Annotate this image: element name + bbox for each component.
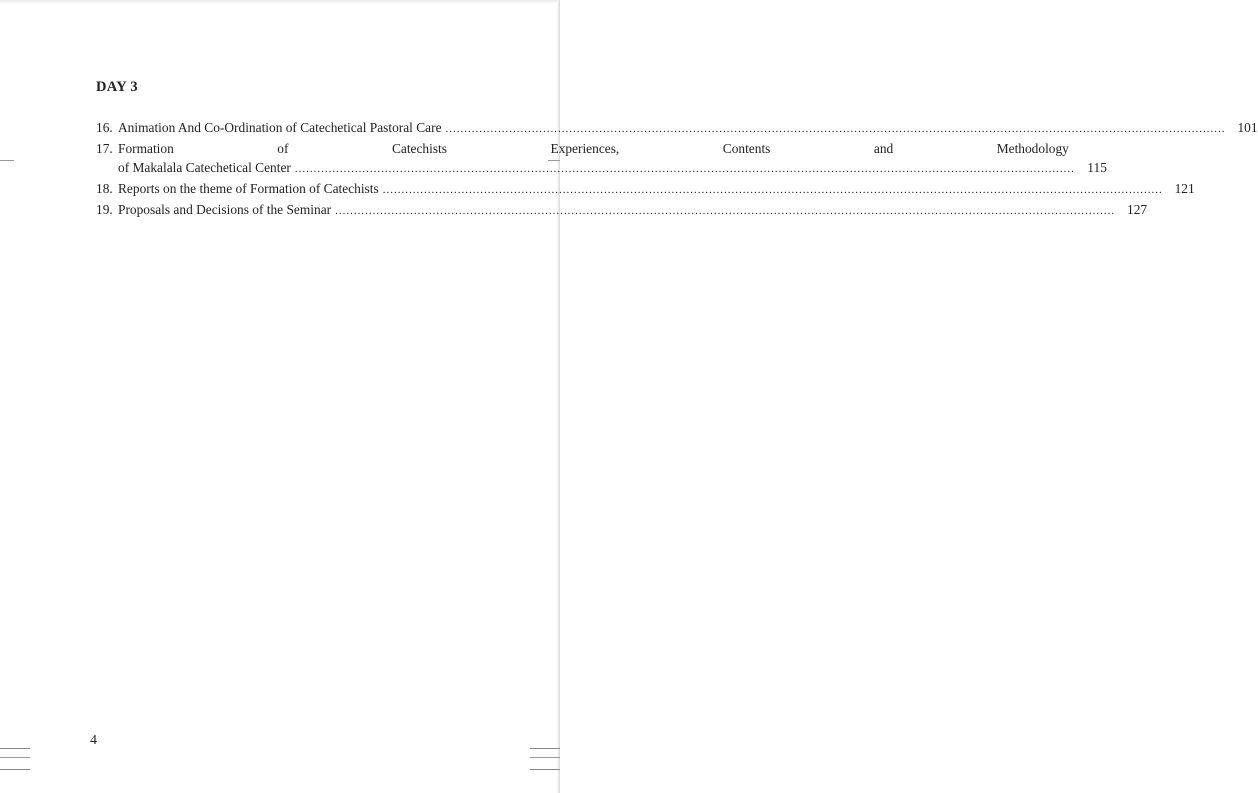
toc-entry-line xyxy=(118,118,1258,139)
dot-leader xyxy=(383,181,1163,200)
toc-entry-18[interactable] xyxy=(96,179,1195,200)
toc-entry-page: 115 xyxy=(1087,160,1107,175)
toc-entry-title: Reports on the theme of Formation of Catechists xyxy=(118,181,379,196)
toc-entry-body xyxy=(118,179,1195,200)
toc-entry-16[interactable] xyxy=(96,118,1258,139)
toc-entry-body xyxy=(118,200,1147,221)
dot-leader xyxy=(335,202,1115,221)
toc-entry-body xyxy=(118,118,1258,139)
toc-entry-line xyxy=(118,179,1195,200)
dot-leader xyxy=(295,160,1075,179)
toc-entry-body xyxy=(118,139,1107,179)
toc-entry-19[interactable] xyxy=(96,200,1148,221)
toc-entry-number: 16. xyxy=(96,120,113,135)
table-of-contents xyxy=(96,118,1258,221)
dot-leader xyxy=(446,120,1226,139)
toc-entry-title-line2: of Makalala Catechetical Center xyxy=(118,160,291,175)
toc-entry-title: Animation And Co-Ordination of Catechetical Pastoral Care xyxy=(118,120,442,135)
toc-entry-title: Proposals and Decisions of the Seminar xyxy=(118,202,332,217)
toc-entry-17[interactable] xyxy=(96,139,1107,179)
toc-entry-number: 18. xyxy=(96,181,113,196)
scan-edge-bottom-left xyxy=(0,748,30,770)
toc-entry-number: 17. xyxy=(96,141,113,156)
toc-entry-title-line1: Formation of Catechists Experiences, Contents and Methodology xyxy=(118,141,1069,156)
toc-entry-page: 127 xyxy=(1127,202,1148,217)
scan-edge-bottom-right xyxy=(530,748,560,770)
toc-entry-page: 101 xyxy=(1237,120,1258,135)
toc-entry-page: 121 xyxy=(1174,181,1195,196)
toc-entry-line xyxy=(118,200,1147,221)
scan-edge-top xyxy=(0,0,560,4)
toc-entry-line xyxy=(118,158,1107,179)
toc-entry-number: 19. xyxy=(96,202,113,217)
page-number: 4 xyxy=(90,733,97,748)
section-heading: DAY 3 xyxy=(96,79,138,95)
scan-edge-mark-left xyxy=(0,160,14,161)
